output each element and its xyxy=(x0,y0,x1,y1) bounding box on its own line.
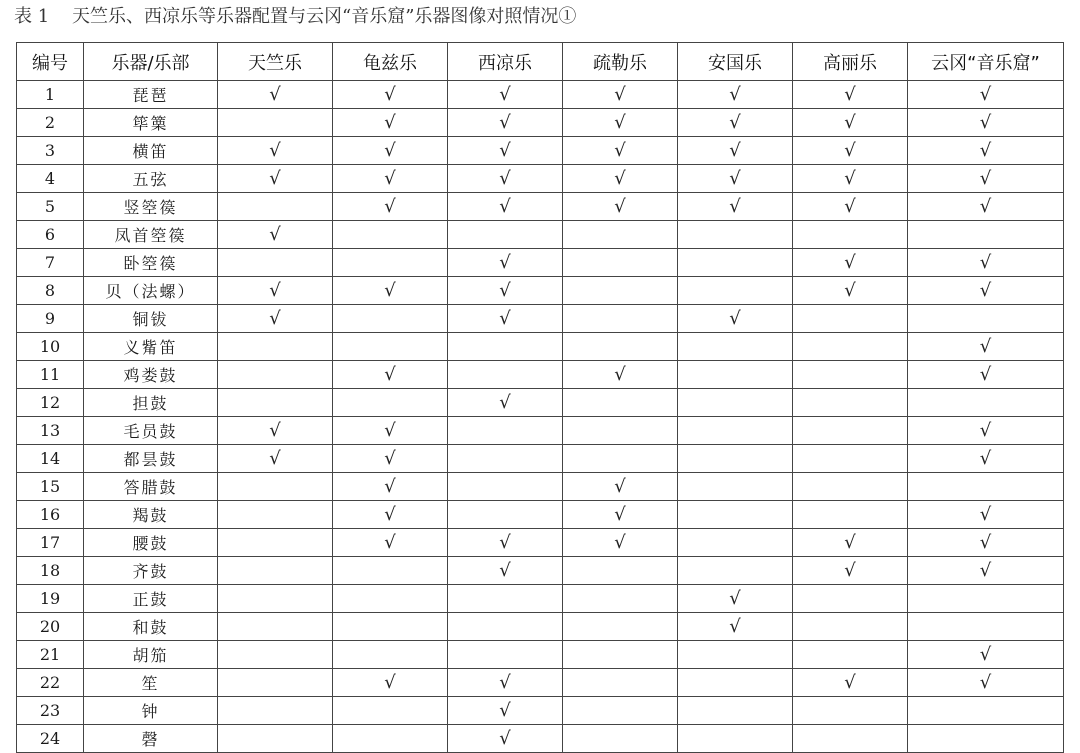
empty-cell-shule xyxy=(563,333,678,361)
row-number: 16 xyxy=(17,501,84,529)
check-mark-yungang: √ xyxy=(908,417,1064,445)
check-mark-qiuci: √ xyxy=(333,417,448,445)
empty-cell-shule xyxy=(563,669,678,697)
empty-cell-gaoli xyxy=(793,361,908,389)
check-mark-qiuci: √ xyxy=(333,109,448,137)
empty-cell-gaoli xyxy=(793,417,908,445)
check-mark-yungang: √ xyxy=(908,557,1064,585)
check-mark-shule: √ xyxy=(563,81,678,109)
empty-cell-anguo xyxy=(678,725,793,753)
empty-cell-shule xyxy=(563,305,678,333)
empty-cell-gaoli xyxy=(793,725,908,753)
empty-cell-gaoli xyxy=(793,221,908,249)
check-mark-gaoli: √ xyxy=(793,137,908,165)
check-mark-qiuci: √ xyxy=(333,137,448,165)
check-mark-tianzhu: √ xyxy=(218,445,333,473)
check-mark-xiliang: √ xyxy=(448,137,563,165)
instrument-name: 卧箜篌 xyxy=(84,249,218,277)
instrument-name: 笙 xyxy=(84,669,218,697)
check-mark-yungang: √ xyxy=(908,361,1064,389)
table-row xyxy=(17,81,1064,109)
check-mark-gaoli: √ xyxy=(793,669,908,697)
row-number: 23 xyxy=(17,697,84,725)
instrument-comparison-table xyxy=(16,42,1064,753)
check-mark-xiliang: √ xyxy=(448,725,563,753)
empty-cell-anguo xyxy=(678,221,793,249)
check-mark-tianzhu: √ xyxy=(218,165,333,193)
empty-cell-anguo xyxy=(678,669,793,697)
check-mark-tianzhu: √ xyxy=(218,137,333,165)
check-mark-gaoli: √ xyxy=(793,81,908,109)
check-mark-yungang: √ xyxy=(908,193,1064,221)
check-mark-xiliang: √ xyxy=(448,305,563,333)
instrument-name: 鸡娄鼓 xyxy=(84,361,218,389)
check-mark-xiliang: √ xyxy=(448,249,563,277)
check-mark-anguo: √ xyxy=(678,613,793,641)
check-mark-shule: √ xyxy=(563,165,678,193)
check-mark-shule: √ xyxy=(563,501,678,529)
check-mark-anguo: √ xyxy=(678,305,793,333)
empty-cell-yungang xyxy=(908,585,1064,613)
empty-cell-gaoli xyxy=(793,305,908,333)
empty-cell-tianzhu xyxy=(218,585,333,613)
empty-cell-shule xyxy=(563,725,678,753)
instrument-name: 琵琶 xyxy=(84,81,218,109)
empty-cell-qiuci xyxy=(333,557,448,585)
check-mark-anguo: √ xyxy=(678,165,793,193)
check-mark-yungang: √ xyxy=(908,165,1064,193)
table-row xyxy=(17,445,1064,473)
row-number: 5 xyxy=(17,193,84,221)
check-mark-xiliang: √ xyxy=(448,277,563,305)
table-row xyxy=(17,557,1064,585)
empty-cell-qiuci xyxy=(333,333,448,361)
col-header-number: 编号 xyxy=(17,43,84,81)
check-mark-yungang: √ xyxy=(908,669,1064,697)
empty-cell-shule xyxy=(563,697,678,725)
empty-cell-xiliang xyxy=(448,473,563,501)
empty-cell-gaoli xyxy=(793,613,908,641)
check-mark-anguo: √ xyxy=(678,81,793,109)
table-row xyxy=(17,277,1064,305)
instrument-name: 磬 xyxy=(84,725,218,753)
table-row xyxy=(17,529,1064,557)
empty-cell-shule xyxy=(563,613,678,641)
empty-cell-shule xyxy=(563,585,678,613)
check-mark-anguo: √ xyxy=(678,193,793,221)
table-title: 天竺乐、西凉乐等乐器配置与云冈“音乐窟”乐器图像对照情况① xyxy=(72,6,577,27)
check-mark-xiliang: √ xyxy=(448,389,563,417)
table-row xyxy=(17,361,1064,389)
row-number: 20 xyxy=(17,613,84,641)
empty-cell-xiliang xyxy=(448,613,563,641)
empty-cell-anguo xyxy=(678,445,793,473)
empty-cell-tianzhu xyxy=(218,613,333,641)
check-mark-xiliang: √ xyxy=(448,557,563,585)
empty-cell-yungang xyxy=(908,697,1064,725)
table-row xyxy=(17,417,1064,445)
row-number: 3 xyxy=(17,137,84,165)
row-number: 15 xyxy=(17,473,84,501)
table-row xyxy=(17,473,1064,501)
check-mark-shule: √ xyxy=(563,473,678,501)
check-mark-tianzhu: √ xyxy=(218,221,333,249)
empty-cell-anguo xyxy=(678,361,793,389)
empty-cell-yungang xyxy=(908,613,1064,641)
check-mark-qiuci: √ xyxy=(333,165,448,193)
empty-cell-yungang xyxy=(908,221,1064,249)
row-number: 2 xyxy=(17,109,84,137)
check-mark-qiuci: √ xyxy=(333,193,448,221)
table-row xyxy=(17,249,1064,277)
empty-cell-xiliang xyxy=(448,445,563,473)
check-mark-yungang: √ xyxy=(908,501,1064,529)
empty-cell-tianzhu xyxy=(218,193,333,221)
table-number: 表 1 xyxy=(14,6,50,27)
check-mark-qiuci: √ xyxy=(333,473,448,501)
check-mark-shule: √ xyxy=(563,109,678,137)
row-number: 24 xyxy=(17,725,84,753)
check-mark-xiliang: √ xyxy=(448,697,563,725)
empty-cell-tianzhu xyxy=(218,669,333,697)
table-row xyxy=(17,725,1064,753)
empty-cell-gaoli xyxy=(793,585,908,613)
empty-cell-anguo xyxy=(678,641,793,669)
empty-cell-qiuci xyxy=(333,725,448,753)
table-row xyxy=(17,221,1064,249)
check-mark-gaoli: √ xyxy=(793,529,908,557)
empty-cell-shule xyxy=(563,641,678,669)
empty-cell-tianzhu xyxy=(218,725,333,753)
check-mark-yungang: √ xyxy=(908,109,1064,137)
col-header-xiliang: 西凉乐 xyxy=(448,43,563,81)
empty-cell-gaoli xyxy=(793,501,908,529)
instrument-name: 毛员鼓 xyxy=(84,417,218,445)
empty-cell-gaoli xyxy=(793,641,908,669)
header-row xyxy=(17,43,1064,81)
row-number: 7 xyxy=(17,249,84,277)
empty-cell-tianzhu xyxy=(218,557,333,585)
col-header-tianzhu: 天竺乐 xyxy=(218,43,333,81)
check-mark-gaoli: √ xyxy=(793,557,908,585)
empty-cell-qiuci xyxy=(333,249,448,277)
row-number: 1 xyxy=(17,81,84,109)
empty-cell-tianzhu xyxy=(218,501,333,529)
instrument-name: 五弦 xyxy=(84,165,218,193)
empty-cell-shule xyxy=(563,389,678,417)
empty-cell-xiliang xyxy=(448,333,563,361)
check-mark-yungang: √ xyxy=(908,137,1064,165)
empty-cell-anguo xyxy=(678,529,793,557)
table-row xyxy=(17,333,1064,361)
empty-cell-anguo xyxy=(678,697,793,725)
check-mark-gaoli: √ xyxy=(793,193,908,221)
table-body xyxy=(17,81,1064,753)
table-row xyxy=(17,641,1064,669)
check-mark-xiliang: √ xyxy=(448,165,563,193)
row-number: 22 xyxy=(17,669,84,697)
check-mark-xiliang: √ xyxy=(448,81,563,109)
empty-cell-xiliang xyxy=(448,585,563,613)
empty-cell-qiuci xyxy=(333,389,448,417)
check-mark-yungang: √ xyxy=(908,277,1064,305)
row-number: 4 xyxy=(17,165,84,193)
empty-cell-tianzhu xyxy=(218,697,333,725)
check-mark-gaoli: √ xyxy=(793,249,908,277)
table-row xyxy=(17,193,1064,221)
empty-cell-xiliang xyxy=(448,361,563,389)
empty-cell-qiuci xyxy=(333,641,448,669)
empty-cell-tianzhu xyxy=(218,641,333,669)
empty-cell-tianzhu xyxy=(218,109,333,137)
empty-cell-shule xyxy=(563,417,678,445)
col-header-anguo: 安国乐 xyxy=(678,43,793,81)
table-row xyxy=(17,389,1064,417)
row-number: 13 xyxy=(17,417,84,445)
row-number: 18 xyxy=(17,557,84,585)
empty-cell-tianzhu xyxy=(218,529,333,557)
check-mark-yungang: √ xyxy=(908,81,1064,109)
empty-cell-shule xyxy=(563,557,678,585)
table-row xyxy=(17,697,1064,725)
row-number: 8 xyxy=(17,277,84,305)
check-mark-gaoli: √ xyxy=(793,109,908,137)
empty-cell-qiuci xyxy=(333,585,448,613)
empty-cell-qiuci xyxy=(333,221,448,249)
empty-cell-yungang xyxy=(908,725,1064,753)
empty-cell-qiuci xyxy=(333,613,448,641)
check-mark-yungang: √ xyxy=(908,333,1064,361)
empty-cell-qiuci xyxy=(333,697,448,725)
empty-cell-gaoli xyxy=(793,697,908,725)
instrument-name: 铜钹 xyxy=(84,305,218,333)
check-mark-anguo: √ xyxy=(678,137,793,165)
empty-cell-yungang xyxy=(908,305,1064,333)
instrument-name: 腰鼓 xyxy=(84,529,218,557)
empty-cell-anguo xyxy=(678,473,793,501)
empty-cell-xiliang xyxy=(448,501,563,529)
check-mark-qiuci: √ xyxy=(333,445,448,473)
instrument-name: 义觜笛 xyxy=(84,333,218,361)
check-mark-tianzhu: √ xyxy=(218,81,333,109)
empty-cell-tianzhu xyxy=(218,333,333,361)
check-mark-anguo: √ xyxy=(678,109,793,137)
empty-cell-tianzhu xyxy=(218,249,333,277)
check-mark-shule: √ xyxy=(563,137,678,165)
empty-cell-qiuci xyxy=(333,305,448,333)
table-row xyxy=(17,613,1064,641)
empty-cell-tianzhu xyxy=(218,473,333,501)
check-mark-xiliang: √ xyxy=(448,193,563,221)
check-mark-tianzhu: √ xyxy=(218,277,333,305)
row-number: 12 xyxy=(17,389,84,417)
instrument-name: 贝（法螺） xyxy=(84,277,218,305)
empty-cell-xiliang xyxy=(448,417,563,445)
check-mark-xiliang: √ xyxy=(448,529,563,557)
check-mark-yungang: √ xyxy=(908,529,1064,557)
empty-cell-gaoli xyxy=(793,389,908,417)
row-number: 17 xyxy=(17,529,84,557)
check-mark-qiuci: √ xyxy=(333,501,448,529)
row-number: 14 xyxy=(17,445,84,473)
empty-cell-shule xyxy=(563,221,678,249)
instrument-name: 胡笳 xyxy=(84,641,218,669)
empty-cell-shule xyxy=(563,445,678,473)
empty-cell-anguo xyxy=(678,249,793,277)
check-mark-shule: √ xyxy=(563,361,678,389)
check-mark-yungang: √ xyxy=(908,445,1064,473)
check-mark-xiliang: √ xyxy=(448,109,563,137)
table-row xyxy=(17,165,1064,193)
table-row xyxy=(17,137,1064,165)
check-mark-shule: √ xyxy=(563,529,678,557)
instrument-name: 钟 xyxy=(84,697,218,725)
empty-cell-anguo xyxy=(678,389,793,417)
empty-cell-gaoli xyxy=(793,333,908,361)
col-header-qiuci: 龟兹乐 xyxy=(333,43,448,81)
check-mark-yungang: √ xyxy=(908,249,1064,277)
empty-cell-anguo xyxy=(678,277,793,305)
table-row xyxy=(17,501,1064,529)
check-mark-anguo: √ xyxy=(678,585,793,613)
col-header-shule: 疏勒乐 xyxy=(563,43,678,81)
empty-cell-yungang xyxy=(908,473,1064,501)
row-number: 9 xyxy=(17,305,84,333)
check-mark-xiliang: √ xyxy=(448,669,563,697)
col-header-gaoli: 高丽乐 xyxy=(793,43,908,81)
instrument-name: 都昙鼓 xyxy=(84,445,218,473)
table-row xyxy=(17,109,1064,137)
row-number: 21 xyxy=(17,641,84,669)
row-number: 11 xyxy=(17,361,84,389)
empty-cell-shule xyxy=(563,277,678,305)
empty-cell-xiliang xyxy=(448,641,563,669)
instrument-name: 羯鼓 xyxy=(84,501,218,529)
instrument-name: 筚篥 xyxy=(84,109,218,137)
instrument-name: 横笛 xyxy=(84,137,218,165)
instrument-name: 担鼓 xyxy=(84,389,218,417)
check-mark-shule: √ xyxy=(563,193,678,221)
col-header-yungang: 云冈“音乐窟” xyxy=(908,43,1064,81)
instrument-name: 竖箜篌 xyxy=(84,193,218,221)
table-row xyxy=(17,305,1064,333)
check-mark-tianzhu: √ xyxy=(218,305,333,333)
empty-cell-anguo xyxy=(678,501,793,529)
table-caption xyxy=(14,3,576,31)
instrument-name: 凤首箜篌 xyxy=(84,221,218,249)
check-mark-tianzhu: √ xyxy=(218,417,333,445)
empty-cell-yungang xyxy=(908,389,1064,417)
col-header-instrument: 乐器/乐部 xyxy=(84,43,218,81)
check-mark-yungang: √ xyxy=(908,641,1064,669)
table-row xyxy=(17,585,1064,613)
empty-cell-anguo xyxy=(678,417,793,445)
row-number: 10 xyxy=(17,333,84,361)
check-mark-qiuci: √ xyxy=(333,277,448,305)
check-mark-qiuci: √ xyxy=(333,81,448,109)
instrument-name: 答腊鼓 xyxy=(84,473,218,501)
row-number: 19 xyxy=(17,585,84,613)
check-mark-qiuci: √ xyxy=(333,529,448,557)
empty-cell-gaoli xyxy=(793,473,908,501)
check-mark-gaoli: √ xyxy=(793,277,908,305)
table-row xyxy=(17,669,1064,697)
instrument-name: 和鼓 xyxy=(84,613,218,641)
instrument-name: 齐鼓 xyxy=(84,557,218,585)
empty-cell-tianzhu xyxy=(218,361,333,389)
empty-cell-tianzhu xyxy=(218,389,333,417)
empty-cell-xiliang xyxy=(448,221,563,249)
instrument-name: 正鼓 xyxy=(84,585,218,613)
empty-cell-anguo xyxy=(678,557,793,585)
empty-cell-anguo xyxy=(678,333,793,361)
check-mark-qiuci: √ xyxy=(333,361,448,389)
empty-cell-shule xyxy=(563,249,678,277)
row-number: 6 xyxy=(17,221,84,249)
empty-cell-gaoli xyxy=(793,445,908,473)
check-mark-gaoli: √ xyxy=(793,165,908,193)
check-mark-qiuci: √ xyxy=(333,669,448,697)
